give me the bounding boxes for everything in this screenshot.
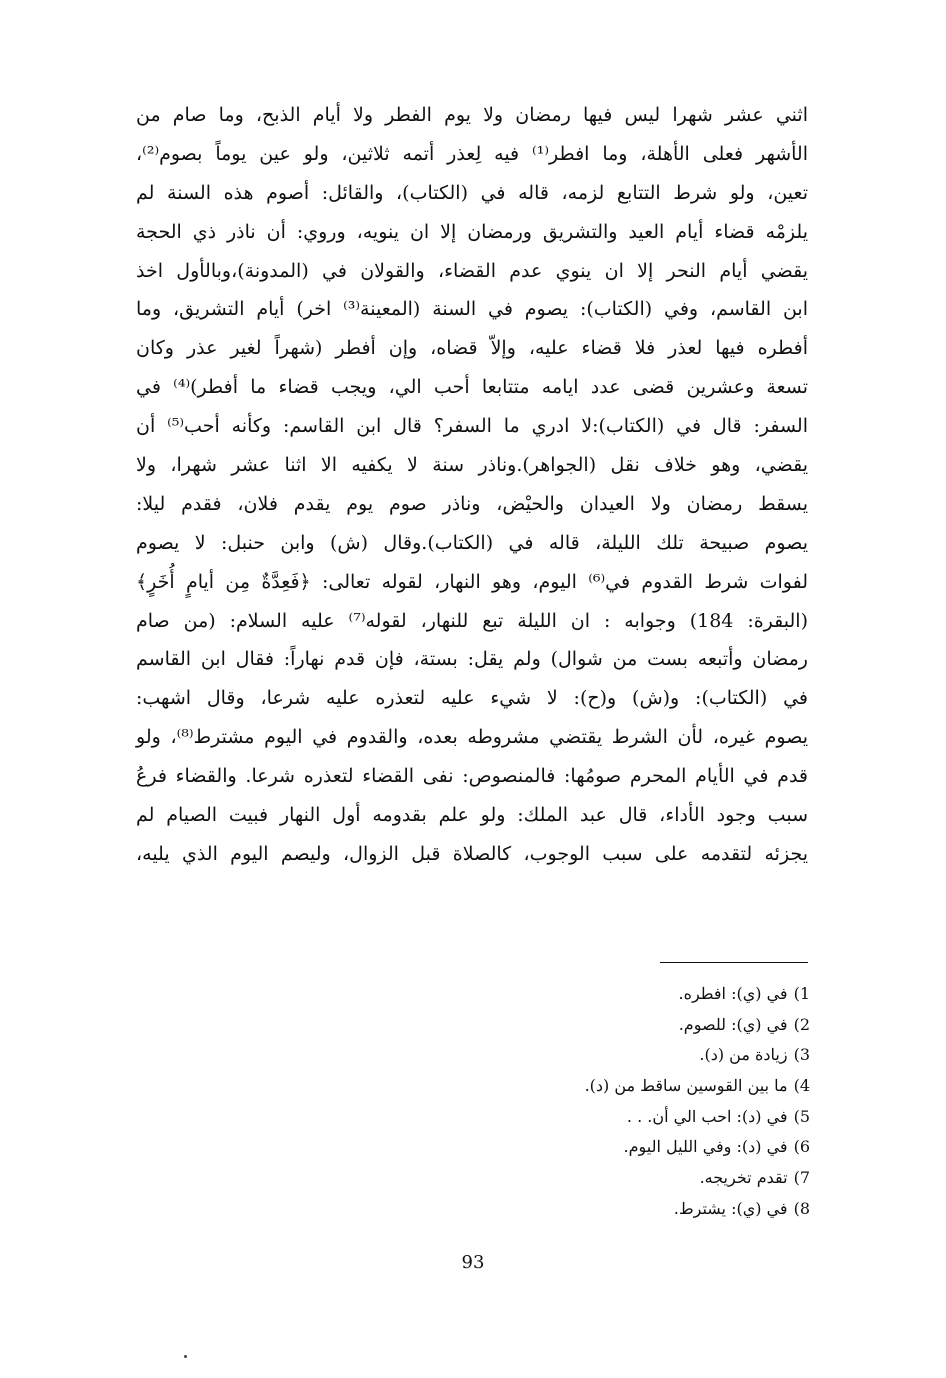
footnotes-list [390,979,810,1225]
text-line: سبب وجود الأداء، قال عبد الملك: ولو علم بقدومه أول النهار فبيت الصيام لم [136,804,808,827]
text-line: يصوم غيره، لأن الشرط يقتضي مشروطه بعده، والقدوم في اليوم مشترط⁽⁸⁾، ولو [136,726,808,749]
footnote-text: في (د): احب الي أن. . . [626,1106,788,1126]
text-line: اثني عشر شهرا ليس فيها رمضان ولا يوم الفطر ولا أيام الذبح، وما صام من [136,104,808,126]
text-line: رمضان وأتبعه بست من شوال) ولم يقل: بستة، فإن قدم نهاراً: فقال ابن القاسم [136,648,808,671]
scan-speck [184,1355,187,1358]
footnote-item [390,1194,810,1225]
footnote-item [390,1132,810,1163]
footnote-item [390,1102,810,1133]
footnote-item [390,979,810,1010]
text-line: في (الكتاب): و(ش) و(ح): لا شيء عليه لتعذره عليه شرعا، وقال اشهب: [136,687,808,710]
text-line: تعين، ولو شرط التتابع لزمه، قاله في (الكتاب)، والقائل: أصوم هذه السنة لم [136,181,808,204]
main-text-block [136,96,808,874]
text-line: (البقرة: 184) وجوابه : ان الليلة تبع للنهار، لقوله⁽⁷⁾ عليه السلام: (من صام [136,609,808,632]
footnote-item [390,1163,810,1194]
footnote-text: في (ي): يشترط. [673,1198,788,1218]
footnote-text: تقدم تخريجه. [699,1168,788,1188]
text-line: يقضي أيام النحر إلا ان ينوي عدم القضاء، والقولان في (المدونة)،وبالأول اخذ [136,259,808,282]
footnote-separator [660,962,808,963]
footnote-number: 1) [793,984,810,1003]
footnote-number: 2) [793,1014,810,1034]
footnote-number: 4) [793,1076,810,1096]
footnote-number: 7) [793,1168,810,1188]
footnote-item [390,1010,810,1041]
text-line: يلزمْه قضاء أيام العيد والتشريق ورمضان إلا ان ينويه، وروي: أن ناذر ذي الحجة [136,220,808,243]
footnote-number: 3) [793,1045,810,1065]
footnote-text: في (د): وفي الليل اليوم. [623,1137,788,1157]
text-line: السفر: قال في (الكتاب):لا ادري ما السفر؟ قال ابن القاسم: وكأنه أحب⁽⁵⁾ أن [136,415,808,438]
text-line: تسعة وعشرين قضى عدد ايامه متتابعا أحب الي، ويجب قضاء ما أفطر)⁽⁴⁾ في [136,376,808,399]
footnote-text: في (ي): افطره. [678,984,788,1003]
footnote-text: زيادة من (د). [699,1045,788,1065]
page-number: 93 [461,1252,485,1273]
text-line: يقضي، وهو خلاف نقل (الجواهر).وناذر سنة لا يكفيه الا اثنا عشر شهرا، ولا [136,454,808,477]
text-line: يجزئه لتقدمه على سبب الوجوب، كالصلاة قبل الزوال، وليصم اليوم الذي يليه، [136,842,808,865]
footnote-item [390,1071,810,1102]
footnote-number: 5) [793,1106,810,1126]
text-line: لفوات شرط القدوم في⁽⁶⁾ اليوم، وهو النهار، لقوله تعالى: ﴿فَعِدَّةٌ مِن أيامٍ أُخَرٍ﴾ [136,570,809,593]
footnote-number: 8) [793,1198,810,1218]
footnote-number: 6) [793,1137,810,1157]
text-line: قدم في الأيام المحرم صومُها: فالمنصوص: نفى القضاء لتعذره شرعا. والقضاء فرعُ [136,765,808,788]
text-line: يصوم صبيحة تلك الليلة، قاله في (الكتاب).وقال (ش) وابن حنبل: لا يصوم [136,531,808,554]
footnote-item [390,1040,810,1071]
text-line: ابن القاسم، وفي (الكتاب): يصوم في السنة (المعينة⁽³⁾ اخر) أيام التشريق، وما [136,298,808,321]
text-line: يسقط رمضان ولا العيدان والحيْض، وناذر صوم يوم يقدم فلان، فقدم ليلا: [136,492,808,515]
text-line: أفطره فيها لعذر فلا قضاء عليه، وإلاّ قضاه، وإن أفطر (شهراً لغير عذر وكان [136,337,808,360]
text-line: الأشهر فعلى الأهلة، وما افطر⁽¹⁾ فيه لِعذر أتمه ثلاثين، ولو عين يوماً بصوم⁽²⁾، [136,142,808,165]
footnote-text: في (ي): للصوم. [678,1014,788,1034]
footnote-text: ما بين القوسين ساقط من (د). [584,1076,788,1096]
